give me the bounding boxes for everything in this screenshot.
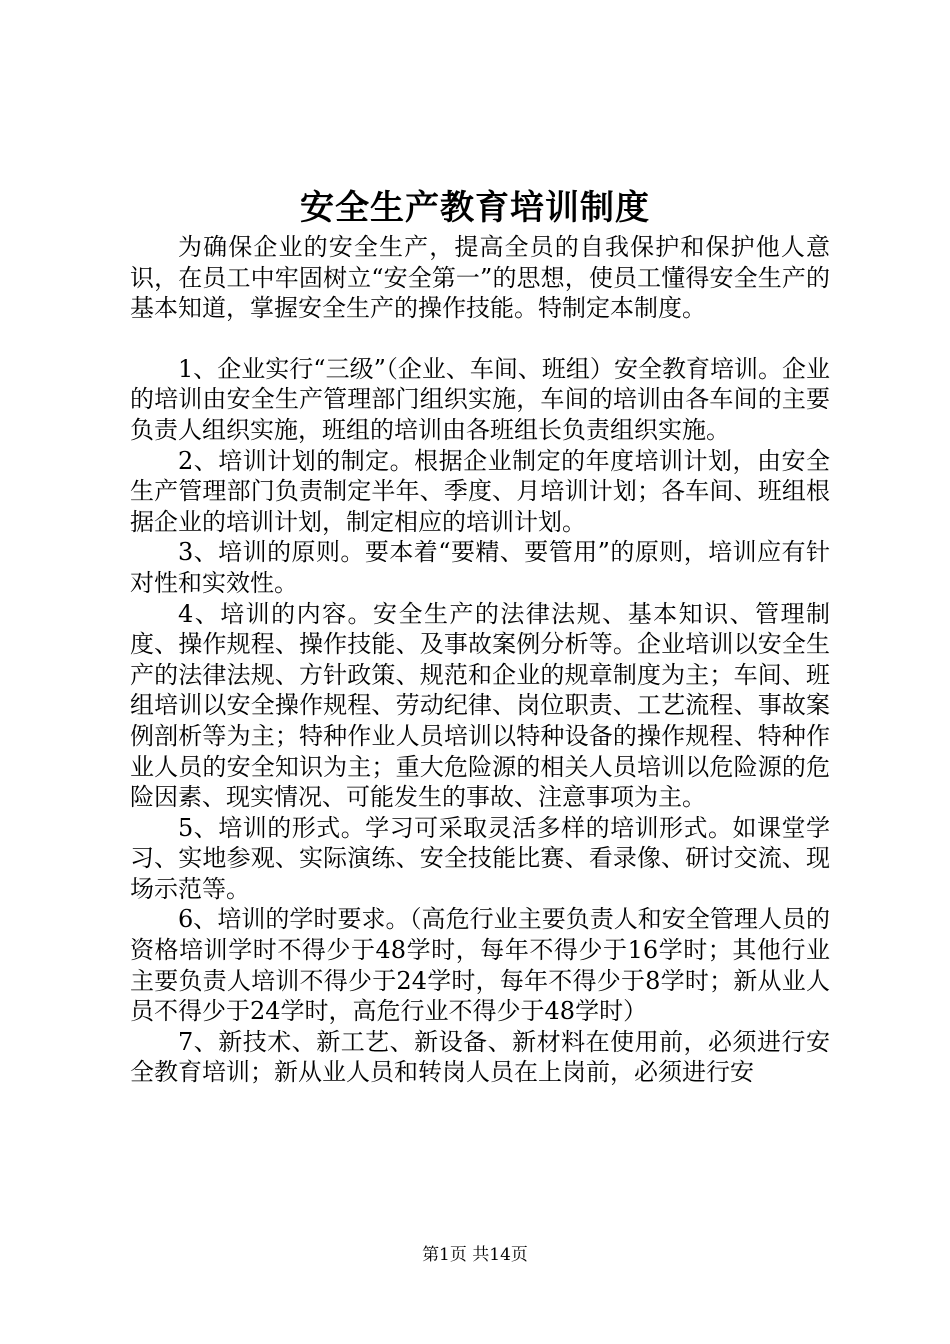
page-footer: 第1页 共14页 xyxy=(422,1245,528,1265)
document-body xyxy=(130,232,830,1088)
paragraph-7: 7、新技术、新工艺、新设备、新材料在使用前，必须进行安全教育培训；新从业人员和转岗人员在上岗前，必须进行安 xyxy=(130,1027,830,1087)
paragraph-5: 5、培训的形式。学习可采取灵活多样的培训形式。如课堂学习、实地参观、实际演练、安全技能比赛、看录像、研讨交流、现场示范等。 xyxy=(130,813,830,903)
intro-paragraph: 为确保企业的安全生产，提高全员的自我保护和保护他人意识，在员工中牢固树立“安全第一”的思想，使员工懂得安全生产的基本知道，掌握安全生产的操作技能。特制定本制度。 xyxy=(130,233,830,323)
paragraph-1: 1、企业实行“三级”（企业、车间、班组）安全教育培训。企业的培训由安全生产管理部门组织实施，车间的培训由各车间的主要负责人组织实施，班组的培训由各班组长负责组织实施。 xyxy=(130,354,830,444)
paragraph-2: 2、培训计划的制定。根据企业制定的年度培训计划，由安全生产管理部门负责制定半年、季度、月培训计划；各车间、班组根据企业的培训计划，制定相应的培训计划。 xyxy=(130,446,830,536)
paragraph-4: 4、培训的内容。安全生产的法律法规、基本知识、管理制度、操作规程、操作技能、及事故案例分析等。企业培训以安全生产的法律法规、方针政策、规范和企业的规章制度为主；车间、班组培训以安全操作规程、劳动纪律、岗位职责、工艺流程、事故案例剖析等为主；特种作业人员培训以特种设备的操作规程、特种作业人员的安全知识为主；重大危险源的相关人员培训以危险源的危险因素、现实情况、可能发生的事故、注意事项为主。 xyxy=(130,599,830,812)
paragraph-6: 6、培训的学时要求。（高危行业主要负责人和安全管理人员的资格培训学时不得少于48学时，每年不得少于16学时；其他行业主要负责人培训不得少于24学时，每年不得少于8学时；新从业人员不得少于24学时，高危行业不得少于48学时） xyxy=(130,905,830,1026)
document-title: 安全生产教育培训制度 xyxy=(300,188,650,228)
paragraph-3: 3、培训的原则。要本着“要精、要管用”的原则，培训应有针对性和实效性。 xyxy=(130,538,830,597)
